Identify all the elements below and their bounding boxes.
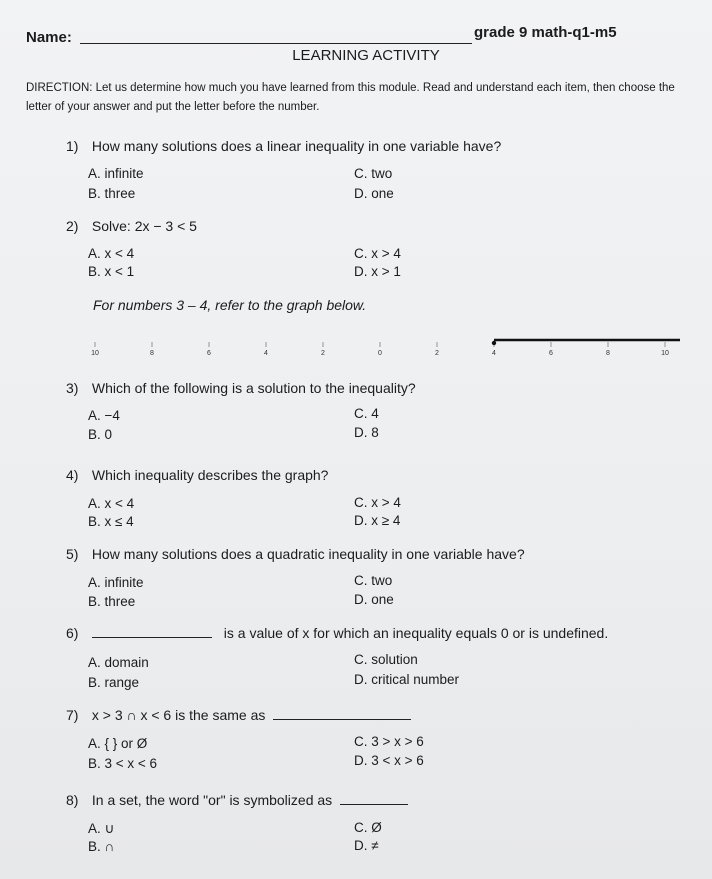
tick-label: 0 bbox=[378, 350, 382, 357]
answer-blank[interactable] bbox=[92, 637, 212, 638]
option-d: D. one bbox=[354, 186, 394, 201]
option-a: A. domain bbox=[88, 655, 149, 670]
option-c: C. 3 > x > 6 bbox=[354, 734, 424, 749]
option-a: A. { } or Ø bbox=[88, 736, 148, 751]
option-b: B. three bbox=[88, 594, 136, 609]
tick-label: 10 bbox=[91, 350, 99, 357]
answer-blank[interactable] bbox=[340, 804, 408, 805]
module-code: grade 9 math-q1-m5 bbox=[474, 24, 617, 41]
option-a: A. x < 4 bbox=[88, 246, 135, 261]
answer-blank[interactable] bbox=[273, 719, 411, 720]
graph-note: For numbers 3 – 4, refer to the graph below. bbox=[93, 297, 367, 313]
option-b: B. range bbox=[88, 675, 140, 690]
tick-label: 6 bbox=[549, 350, 553, 357]
number-line-ticks bbox=[91, 342, 669, 357]
option-b: B. ∩ bbox=[88, 839, 115, 854]
option-d: D. ≠ bbox=[354, 838, 379, 853]
question-number: 5) bbox=[66, 546, 79, 562]
direction-text: DIRECTION: Let us determine how much you have learned from this module. Read and understand each item, then choose the letter of your answer and put the letter before the number. bbox=[26, 82, 675, 113]
question-text: How many solutions does a quadratic inequality in one variable have? bbox=[91, 546, 525, 562]
question-number: 8) bbox=[66, 792, 79, 808]
question-4 bbox=[66, 467, 328, 483]
tick-label: 8 bbox=[606, 350, 610, 357]
question-number: 1) bbox=[66, 138, 79, 154]
option-c: C. x > 4 bbox=[354, 495, 401, 510]
option-d: D. 8 bbox=[354, 425, 379, 440]
question-2 bbox=[66, 218, 197, 234]
option-c: C. two bbox=[354, 166, 393, 181]
question-number: 6) bbox=[66, 625, 79, 641]
question-number: 2) bbox=[66, 218, 79, 234]
endpoint-dot bbox=[492, 341, 496, 345]
option-d: D. critical number bbox=[354, 672, 460, 687]
name-label: Name: bbox=[26, 29, 72, 46]
option-c: C. two bbox=[354, 573, 393, 588]
option-b: B. x ≤ 4 bbox=[88, 514, 134, 529]
option-b: B. 3 < x < 6 bbox=[88, 756, 158, 771]
question-7 bbox=[66, 707, 411, 723]
page-title: LEARNING ACTIVITY bbox=[292, 47, 440, 64]
option-a: A. infinite bbox=[88, 166, 144, 181]
tick-label: 4 bbox=[492, 350, 496, 357]
option-d: D. x ≥ 4 bbox=[354, 513, 401, 528]
tick-label: 2 bbox=[321, 350, 325, 357]
option-d: D. 3 < x > 6 bbox=[354, 753, 424, 768]
question-text: is a value of x for which an inequality equals 0 or is undefined. bbox=[223, 625, 609, 641]
question-1 bbox=[66, 138, 501, 154]
tick-label: 6 bbox=[207, 350, 211, 357]
question-6 bbox=[66, 625, 608, 641]
question-number: 7) bbox=[66, 707, 79, 723]
question-8 bbox=[66, 792, 408, 808]
tick-label: 4 bbox=[264, 350, 268, 357]
option-c: C. x > 4 bbox=[354, 246, 401, 261]
question-text: In a set, the word "or" is symbolized as bbox=[91, 792, 333, 808]
tick-label: 8 bbox=[150, 350, 154, 357]
number-line-graph bbox=[80, 333, 680, 363]
question-5 bbox=[66, 546, 525, 562]
question-3 bbox=[66, 380, 416, 396]
option-a: A. ∪ bbox=[88, 821, 115, 836]
question-text: How many solutions does a linear inequality in one variable have? bbox=[91, 138, 502, 154]
question-text: x > 3 ∩ x < 6 is the same as bbox=[91, 707, 266, 723]
question-number: 3) bbox=[66, 380, 79, 396]
option-d: D. x > 1 bbox=[354, 264, 401, 279]
question-text: Which of the following is a solution to the inequality? bbox=[91, 380, 416, 396]
option-b: B. three bbox=[88, 186, 136, 201]
question-number: 4) bbox=[66, 467, 79, 483]
tick-label: 2 bbox=[435, 350, 439, 357]
question-text: Which inequality describes the graph? bbox=[91, 467, 329, 483]
option-a: A. infinite bbox=[88, 575, 144, 590]
option-b: B. x < 1 bbox=[88, 264, 135, 279]
option-b: B. 0 bbox=[88, 427, 113, 442]
question-text: Solve: 2x − 3 < 5 bbox=[91, 218, 197, 234]
option-c: C. Ø bbox=[354, 820, 382, 835]
option-a: A. −4 bbox=[88, 408, 120, 423]
option-d: D. one bbox=[354, 592, 394, 607]
tick-label: 10 bbox=[661, 350, 669, 357]
option-c: C. solution bbox=[354, 652, 418, 667]
option-a: A. x < 4 bbox=[88, 496, 135, 511]
name-blank-line bbox=[80, 43, 472, 44]
option-c: C. 4 bbox=[354, 406, 379, 421]
